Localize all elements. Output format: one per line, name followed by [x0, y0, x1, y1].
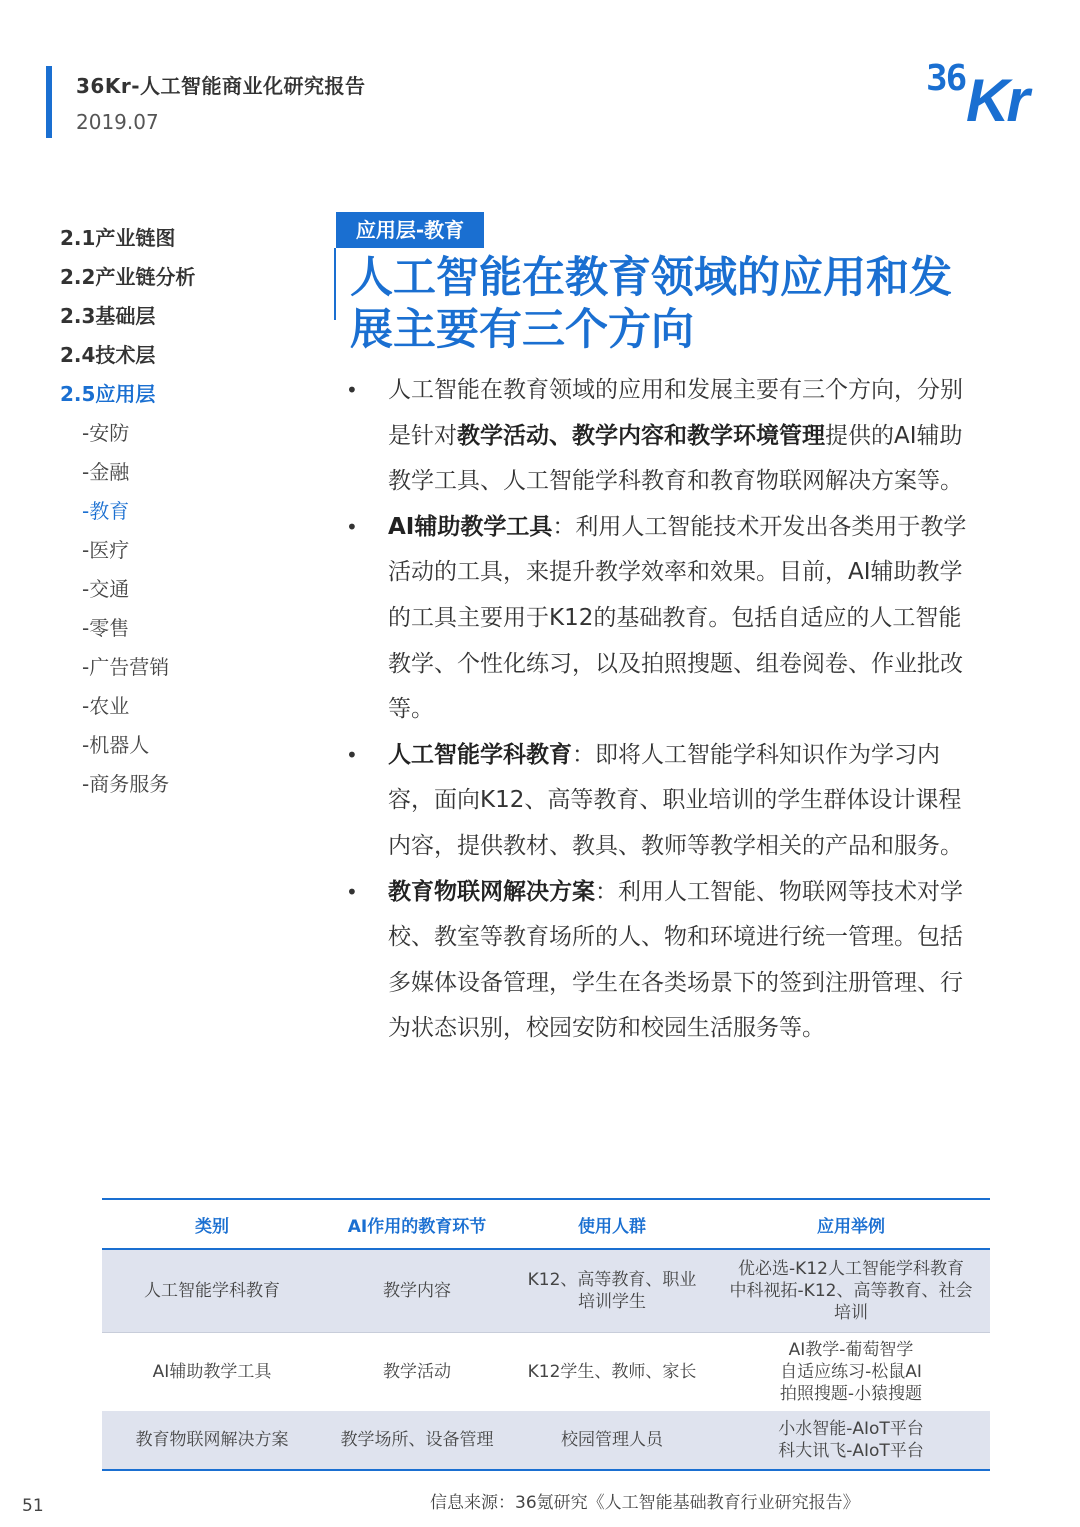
table-header-row — [102, 1199, 990, 1249]
bullet-dot-icon: • — [346, 378, 358, 402]
example-line: 优必选-K12人工智能学科教育 — [738, 1259, 964, 1279]
bullet-dot-icon: • — [346, 514, 358, 539]
logo-36: 36 — [926, 58, 966, 99]
example-line: 小水智能-AIoT平台 — [778, 1419, 924, 1439]
table-row — [102, 1411, 990, 1470]
sidebar-item-2-3[interactable]: 2.3基础层 — [60, 304, 156, 328]
sidebar-item-2-2[interactable]: 2.2产业链分析 — [60, 265, 196, 289]
bullet-item — [340, 870, 980, 1052]
bullet-text: ：利用人工智能、物联网等技术对学校、教室等教育场所的人、物和环境进行统一管理。包括多媒体设备管理，学生在各类场景下的签到注册管理、行为状态识别，校园安防和校园生活服务等。 — [388, 878, 963, 1042]
header-accent-bar — [46, 66, 52, 138]
sidebar-sub-medical[interactable]: -医疗 — [82, 538, 130, 562]
bullet-text: 人工智能在教育领域的应用和发展主要有三个方向，分别是针对 — [388, 377, 963, 449]
table-row — [102, 1249, 990, 1333]
logo-kr: Kr — [966, 67, 1027, 134]
sidebar-sub-advertising[interactable]: -广告营销 — [82, 655, 170, 679]
sidebar-sub-education[interactable]: -教育 — [82, 499, 130, 523]
bullet-item — [340, 505, 980, 733]
page-heading: 人工智能在教育领域的应用和发展主要有三个方向 — [350, 253, 952, 355]
sidebar-sub-security[interactable]: -安防 — [82, 421, 130, 445]
example-line: 自适应练习-松鼠AI — [780, 1362, 922, 1382]
example-line: 拍照搜题-小猿搜题 — [779, 1384, 923, 1404]
education-table — [102, 1198, 990, 1471]
bullet-dot-icon: • — [346, 742, 358, 767]
table-cell: 校园管理人员 — [512, 1411, 712, 1470]
bullet-text: ：即将人工智能学科知识作为学习内容，面向K12、高等教育、职业培训的学生群体设计课程内容，提供教材、教具、教师等教学相关的产品和服务。 — [388, 741, 963, 859]
table-cell — [712, 1333, 990, 1412]
table-cell: 教育物联网解决方案 — [102, 1411, 322, 1470]
heading-accent-rule — [334, 248, 336, 320]
sidebar-sub-agriculture[interactable]: -农业 — [82, 694, 130, 718]
example-line: AI教学-葡萄智学 — [788, 1340, 914, 1360]
brand-logo — [926, 58, 1044, 134]
sidebar-item-2-1[interactable]: 2.1产业链图 — [60, 226, 176, 250]
table-cell: AI辅助教学工具 — [102, 1333, 322, 1412]
bullet-bold-text: 人工智能学科教育 — [388, 741, 572, 768]
sidebar-sub-robotics[interactable]: -机器人 — [82, 733, 150, 757]
sidebar-item-2-4[interactable]: 2.4技术层 — [60, 343, 156, 367]
bullet-dot-icon: • — [346, 879, 358, 904]
report-title: 36Kr-人工智能商业化研究报告 — [76, 74, 366, 98]
table-cell: 教学内容 — [322, 1249, 512, 1333]
table-cell: 人工智能学科教育 — [102, 1249, 322, 1333]
bullet-bold-text: 教育物联网解决方案 — [388, 878, 595, 905]
example-line: 中科视拓-K12、高等教育、社会培训 — [729, 1281, 973, 1323]
table-cell: K12、高等教育、职业培训学生 — [512, 1249, 712, 1333]
bullet-list — [340, 368, 980, 1052]
table-header-examples: 应用举例 — [712, 1199, 990, 1249]
sidebar-nav — [60, 222, 300, 807]
sidebar-item-2-5[interactable]: 2.5应用层 — [60, 382, 156, 406]
table-cell — [712, 1411, 990, 1470]
sidebar-sub-transport[interactable]: -交通 — [82, 577, 130, 601]
bullet-text: 提供的AI辅助教学工具、人工智能学科教育和教育物联网解决方案等。 — [388, 422, 963, 495]
sidebar-sub-business[interactable]: -商务服务 — [82, 772, 170, 796]
bullet-bold-text: AI辅助教学工具 — [388, 513, 553, 540]
report-date: 2019.07 — [76, 110, 159, 134]
table-cell: 教学场所、设备管理 — [322, 1411, 512, 1470]
sidebar-sub-retail[interactable]: -零售 — [82, 616, 130, 640]
table-row — [102, 1333, 990, 1412]
table-cell: K12学生、教师、家长 — [512, 1333, 712, 1412]
table-header-users: 使用人群 — [512, 1199, 712, 1249]
page-number: 51 — [22, 1496, 44, 1516]
table-cell — [712, 1249, 990, 1333]
bullet-text: ：利用人工智能技术开发出各类用于教学活动的工具，来提升教学效率和效果。目前，AI辅助教学的工具主要用于K12的基础教育。包括自适应的人工智能教学、个性化练习，以及拍照搜题、组卷阅卷、作业批改等。 — [388, 513, 967, 723]
table-header-category: 类别 — [102, 1199, 322, 1249]
table-cell: 教学活动 — [322, 1333, 512, 1412]
sidebar-sub-finance[interactable]: -金融 — [82, 460, 130, 484]
bullet-bold-text: 教学活动、教学内容和教学环境管理 — [457, 422, 825, 449]
example-line: 科大讯飞-AIoT平台 — [778, 1441, 924, 1461]
table-header-stage: AI作用的教育环节 — [322, 1199, 512, 1249]
bullet-item — [340, 733, 980, 870]
section-tag: 应用层-教育 — [336, 212, 484, 248]
source-note: 信息来源：36氪研究《人工智能基础教育行业研究报告》 — [430, 1493, 860, 1513]
bullet-item — [340, 368, 980, 505]
